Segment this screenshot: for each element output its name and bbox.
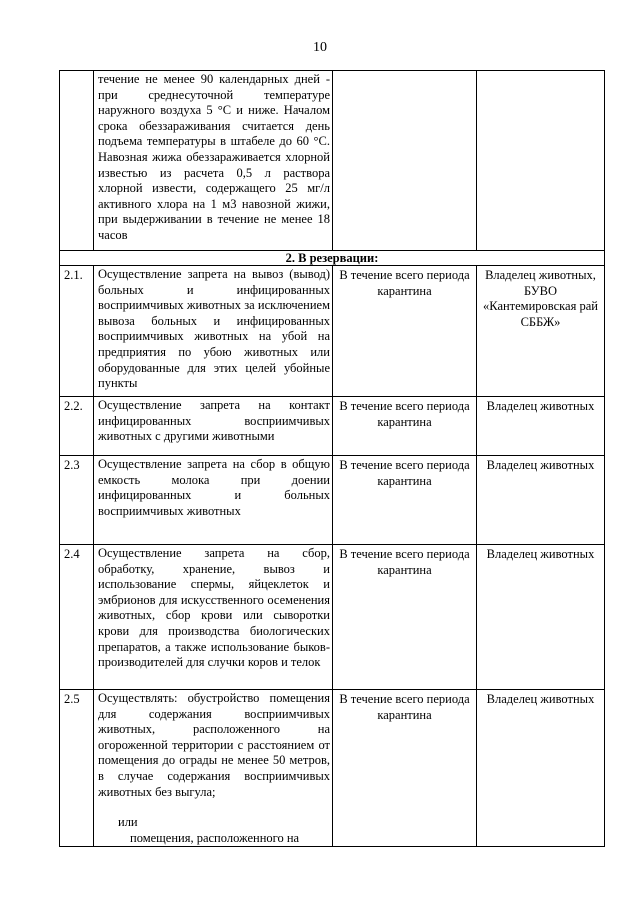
row-number: 2.2. <box>60 397 94 456</box>
table-row <box>60 397 605 456</box>
period-cell: В течение всего периода карантина <box>333 456 477 545</box>
measure-text-or: или <box>118 815 138 830</box>
responsible-cell: Владелец животных <box>477 456 605 545</box>
table-row <box>60 71 605 251</box>
period-cell: В течение всего периода карантина <box>333 397 477 456</box>
measure-text: Осуществление запрета на сбор, обработку, хранение, вывоз и использование спермы, яйцеклеток и эмбрионов для искусственного осеменения животных, сбор крови или сыворотки крови для производства биологических препаратов, а также использование быков-производителей для случки коров и телок <box>94 545 333 690</box>
period-cell: В течение всего периода карантина <box>333 690 477 847</box>
responsible-cell: Владелец животных <box>477 397 605 456</box>
table-row <box>60 456 605 545</box>
measure-text-continued: помещения, расположенного на <box>130 830 300 845</box>
measure-text-main: Осуществлять: обустройство помещения для содержания восприимчивых животных, расположенного на огороженной территории с расстоянием от помещения до ограды не менее 50 метров, в случае содержания восприимчивых животных без выгула; <box>98 691 330 799</box>
measure-text: Осуществление запрета на сбор в общую емкость молока при доении инфицированных и больных восприимчивых животных <box>94 456 333 545</box>
section-title: 2. В резервации: <box>60 251 605 266</box>
measure-text: Осуществление запрета на вывоз (вывод) больных и инфицированных восприимчивых животных за исключением вывоза больных и инфицированных восприимчивых животных на убой на предприятия по убою животных или оборудованные для этих целей убойные пункты <box>94 266 333 397</box>
table-row <box>60 690 605 847</box>
measure-text <box>94 690 333 847</box>
row-number: 2.5 <box>60 690 94 847</box>
table-row <box>60 545 605 690</box>
responsible-cell <box>477 71 605 251</box>
period-cell <box>333 71 477 251</box>
responsible-cell: Владелец животных <box>477 545 605 690</box>
period-cell: В течение всего периода карантина <box>333 266 477 397</box>
row-number: 2.1. <box>60 266 94 397</box>
row-number: 2.3 <box>60 456 94 545</box>
section-header-row <box>60 251 605 266</box>
row-number: 2.4 <box>60 545 94 690</box>
responsible-cell: Владелец животных <box>477 690 605 847</box>
measure-text: течение не менее 90 календарных дней - при среднесуточной температуре наружного воздуха 5 °С и ниже. Началом срока обеззараживания считается день подъема температуры в штабеле до 60 °С. Навозная жижа обеззараживается хлорной известью из расчета 0,5 л раствора хлорной извести, содержащего 25 мг/л активного хлора на 1 м3 навозной жижи, при выдерживании в течение не менее 18 часов <box>94 71 333 251</box>
responsible-cell: Владелец животных, БУВО «Кантемировская рай СББЖ» <box>477 266 605 397</box>
measures-table <box>59 70 605 847</box>
row-number <box>60 71 94 251</box>
page-number: 10 <box>313 40 327 55</box>
table-row <box>60 266 605 397</box>
measure-text: Осуществление запрета на контакт инфицированных восприимчивых животных с другими животными <box>94 397 333 456</box>
period-cell: В течение всего периода карантина <box>333 545 477 690</box>
